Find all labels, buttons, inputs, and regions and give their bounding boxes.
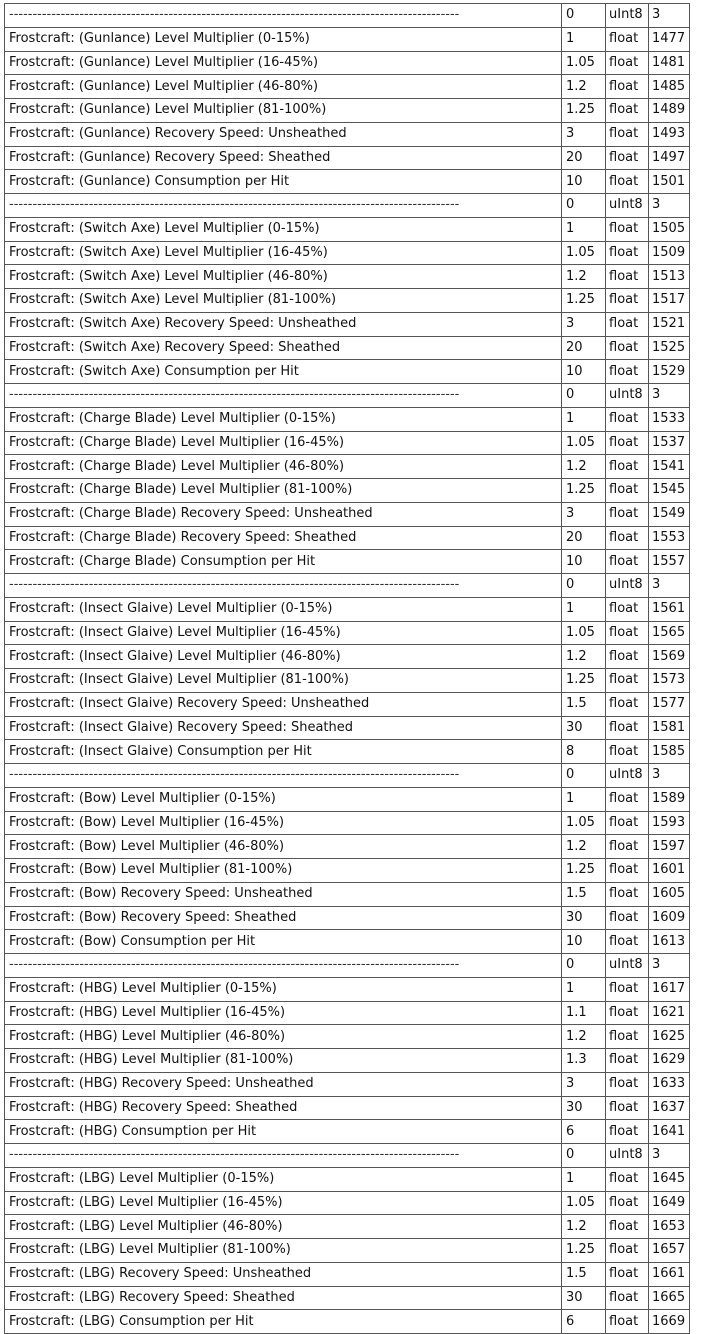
cell-address[interactable]: 1633 bbox=[649, 1072, 690, 1096]
cell-address[interactable]: 1637 bbox=[649, 1096, 690, 1120]
table-row[interactable] bbox=[5, 1120, 690, 1144]
cell-type[interactable]: float bbox=[606, 146, 649, 170]
cell-description[interactable]: Frostcraft: (Switch Axe) Recovery Speed: Unsheathed bbox=[5, 312, 562, 336]
cell-address[interactable]: 3 bbox=[649, 384, 690, 408]
cell-description[interactable]: Frostcraft: (LBG) Consumption per Hit bbox=[5, 1310, 562, 1334]
cell-description[interactable]: Frostcraft: (Charge Blade) Level Multiplier (16-45%) bbox=[5, 431, 562, 455]
cell-type[interactable]: float bbox=[606, 170, 649, 194]
table-row[interactable] bbox=[5, 27, 690, 51]
cell-type[interactable]: float bbox=[606, 597, 649, 621]
cell-address[interactable]: 3 bbox=[649, 954, 690, 978]
cell-description[interactable]: Frostcraft: (Bow) Recovery Speed: Unsheathed bbox=[5, 882, 562, 906]
cell-address[interactable]: 1605 bbox=[649, 882, 690, 906]
cell-type[interactable]: uInt8 bbox=[606, 194, 649, 218]
table-row[interactable] bbox=[5, 4, 690, 28]
table-row[interactable] bbox=[5, 906, 690, 930]
table-body bbox=[5, 4, 690, 1334]
cell-address[interactable]: 3 bbox=[649, 764, 690, 788]
table-row[interactable] bbox=[5, 740, 690, 764]
cell-value[interactable]: 1.05 bbox=[562, 621, 606, 645]
cell-value[interactable]: 0 bbox=[562, 1144, 606, 1168]
cell-description[interactable]: Frostcraft: (Insect Glaive) Level Multiplier (16-45%) bbox=[5, 621, 562, 645]
cell-description[interactable]: Frostcraft: (Insect Glaive) Level Multiplier (46-80%) bbox=[5, 645, 562, 669]
cell-type[interactable]: float bbox=[606, 930, 649, 954]
cell-address[interactable]: 1569 bbox=[649, 645, 690, 669]
table-row[interactable] bbox=[5, 122, 690, 146]
cell-type[interactable]: float bbox=[606, 787, 649, 811]
cell-description[interactable]: Frostcraft: (HBG) Level Multiplier (0-15%) bbox=[5, 977, 562, 1001]
cell-description[interactable]: Frostcraft: (Gunlance) Level Multiplier (16-45%) bbox=[5, 51, 562, 75]
table-row[interactable] bbox=[5, 51, 690, 75]
cell-description[interactable]: Frostcraft: (Insect Glaive) Level Multiplier (0-15%) bbox=[5, 597, 562, 621]
cell-value[interactable]: 1.2 bbox=[562, 75, 606, 99]
table-row[interactable] bbox=[5, 716, 690, 740]
cell-address[interactable]: 1593 bbox=[649, 811, 690, 835]
cell-type[interactable]: float bbox=[606, 455, 649, 479]
cell-address[interactable]: 1505 bbox=[649, 217, 690, 241]
table-row[interactable] bbox=[5, 621, 690, 645]
cell-type[interactable]: float bbox=[606, 336, 649, 360]
table-row[interactable] bbox=[5, 1215, 690, 1239]
cell-address[interactable]: 1581 bbox=[649, 716, 690, 740]
table-row[interactable] bbox=[5, 859, 690, 883]
cell-address[interactable]: 1529 bbox=[649, 360, 690, 384]
cell-description[interactable]: Frostcraft: (Gunlance) Recovery Speed: Sheathed bbox=[5, 146, 562, 170]
cell-address[interactable]: 1597 bbox=[649, 835, 690, 859]
cell-description[interactable]: Frostcraft: (Bow) Level Multiplier (0-15%) bbox=[5, 787, 562, 811]
cell-value[interactable]: 30 bbox=[562, 1286, 606, 1310]
cell-description[interactable]: Frostcraft: (Switch Axe) Level Multiplier (81-100%) bbox=[5, 289, 562, 313]
cell-type[interactable]: float bbox=[606, 1191, 649, 1215]
cell-description[interactable]: Frostcraft: (HBG) Consumption per Hit bbox=[5, 1120, 562, 1144]
cell-type[interactable]: float bbox=[606, 1025, 649, 1049]
cell-type[interactable]: float bbox=[606, 217, 649, 241]
cell-type[interactable]: float bbox=[606, 1310, 649, 1334]
cell-address[interactable]: 1521 bbox=[649, 312, 690, 336]
table-row[interactable] bbox=[5, 479, 690, 503]
cell-description[interactable]: Frostcraft: (Switch Axe) Level Multiplier (46-80%) bbox=[5, 265, 562, 289]
cell-value[interactable]: 1 bbox=[562, 1167, 606, 1191]
cell-address[interactable]: 1645 bbox=[649, 1167, 690, 1191]
cell-description[interactable]: Frostcraft: (Gunlance) Consumption per Hit bbox=[5, 170, 562, 194]
table-row[interactable] bbox=[5, 1025, 690, 1049]
cell-description[interactable]: Frostcraft: (Bow) Level Multiplier (16-45%) bbox=[5, 811, 562, 835]
cell-address[interactable]: 1501 bbox=[649, 170, 690, 194]
cell-description[interactable]: ------------------------------------------------------------------------------------------------ bbox=[5, 954, 562, 978]
cell-address[interactable]: 1657 bbox=[649, 1239, 690, 1263]
cell-description[interactable]: ------------------------------------------------------------------------------------------------ bbox=[5, 4, 562, 28]
cell-address[interactable]: 1565 bbox=[649, 621, 690, 645]
table-row[interactable] bbox=[5, 1144, 690, 1168]
cell-address[interactable]: 3 bbox=[649, 194, 690, 218]
cell-value[interactable]: 1 bbox=[562, 977, 606, 1001]
cell-type[interactable]: uInt8 bbox=[606, 384, 649, 408]
cell-description[interactable]: ------------------------------------------------------------------------------------------------ bbox=[5, 574, 562, 598]
cell-type[interactable]: float bbox=[606, 1001, 649, 1025]
cell-type[interactable]: float bbox=[606, 716, 649, 740]
cell-value[interactable]: 30 bbox=[562, 716, 606, 740]
cell-type[interactable]: float bbox=[606, 906, 649, 930]
cell-description[interactable]: Frostcraft: (Charge Blade) Consumption per Hit bbox=[5, 550, 562, 574]
table-row[interactable] bbox=[5, 1096, 690, 1120]
cell-description[interactable]: Frostcraft: (Bow) Level Multiplier (46-80%) bbox=[5, 835, 562, 859]
cell-value[interactable]: 1.2 bbox=[562, 835, 606, 859]
cell-type[interactable]: float bbox=[606, 431, 649, 455]
cell-type[interactable]: float bbox=[606, 1049, 649, 1073]
cell-value[interactable]: 1.1 bbox=[562, 1001, 606, 1025]
cell-description[interactable]: Frostcraft: (HBG) Recovery Speed: Sheathed bbox=[5, 1096, 562, 1120]
cell-description[interactable]: ------------------------------------------------------------------------------------------------ bbox=[5, 194, 562, 218]
cell-address[interactable]: 1665 bbox=[649, 1286, 690, 1310]
table-row[interactable] bbox=[5, 1191, 690, 1215]
cell-value[interactable]: 0 bbox=[562, 954, 606, 978]
cell-type[interactable]: uInt8 bbox=[606, 1144, 649, 1168]
table-row[interactable] bbox=[5, 194, 690, 218]
cell-description[interactable]: Frostcraft: (HBG) Recovery Speed: Unsheathed bbox=[5, 1072, 562, 1096]
cell-value[interactable]: 30 bbox=[562, 1096, 606, 1120]
cell-address[interactable]: 1561 bbox=[649, 597, 690, 621]
cell-description[interactable]: Frostcraft: (Charge Blade) Recovery Speed: Unsheathed bbox=[5, 502, 562, 526]
cell-value[interactable]: 1.25 bbox=[562, 859, 606, 883]
cell-type[interactable]: float bbox=[606, 1286, 649, 1310]
table-row[interactable] bbox=[5, 787, 690, 811]
table-row[interactable] bbox=[5, 1239, 690, 1263]
table-row[interactable] bbox=[5, 954, 690, 978]
cell-description[interactable]: Frostcraft: (Gunlance) Level Multiplier (0-15%) bbox=[5, 27, 562, 51]
cell-description[interactable]: Frostcraft: (Switch Axe) Level Multiplier (0-15%) bbox=[5, 217, 562, 241]
cell-type[interactable]: float bbox=[606, 289, 649, 313]
cell-type[interactable]: float bbox=[606, 51, 649, 75]
cell-address[interactable]: 1585 bbox=[649, 740, 690, 764]
cell-value[interactable]: 3 bbox=[562, 502, 606, 526]
cell-address[interactable]: 3 bbox=[649, 1144, 690, 1168]
cell-type[interactable]: float bbox=[606, 740, 649, 764]
cell-value[interactable]: 1.2 bbox=[562, 1215, 606, 1239]
cell-description[interactable]: Frostcraft: (LBG) Level Multiplier (46-80%) bbox=[5, 1215, 562, 1239]
table-row[interactable] bbox=[5, 882, 690, 906]
cell-description[interactable]: Frostcraft: (Switch Axe) Level Multiplier (16-45%) bbox=[5, 241, 562, 265]
cell-value[interactable]: 10 bbox=[562, 550, 606, 574]
cell-description[interactable]: Frostcraft: (Charge Blade) Level Multiplier (0-15%) bbox=[5, 407, 562, 431]
table-row[interactable] bbox=[5, 835, 690, 859]
table-row[interactable] bbox=[5, 764, 690, 788]
cell-description[interactable]: Frostcraft: (Insect Glaive) Consumption per Hit bbox=[5, 740, 562, 764]
cell-type[interactable]: float bbox=[606, 811, 649, 835]
cell-description[interactable]: Frostcraft: (LBG) Level Multiplier (0-15%) bbox=[5, 1167, 562, 1191]
cell-value[interactable]: 1.25 bbox=[562, 99, 606, 123]
cell-description[interactable]: Frostcraft: (HBG) Level Multiplier (81-100%) bbox=[5, 1049, 562, 1073]
table-row[interactable] bbox=[5, 217, 690, 241]
table-row[interactable] bbox=[5, 241, 690, 265]
cell-value[interactable]: 3 bbox=[562, 122, 606, 146]
cell-type[interactable]: float bbox=[606, 692, 649, 716]
cell-value[interactable]: 3 bbox=[562, 312, 606, 336]
cell-type[interactable]: float bbox=[606, 75, 649, 99]
cell-value[interactable]: 8 bbox=[562, 740, 606, 764]
cell-description[interactable]: Frostcraft: (LBG) Level Multiplier (81-100%) bbox=[5, 1239, 562, 1263]
cell-value[interactable]: 1.05 bbox=[562, 51, 606, 75]
cell-description[interactable]: ------------------------------------------------------------------------------------------------ bbox=[5, 384, 562, 408]
table-row[interactable] bbox=[5, 977, 690, 1001]
table-row[interactable] bbox=[5, 75, 690, 99]
cell-value[interactable]: 10 bbox=[562, 930, 606, 954]
cell-type[interactable]: float bbox=[606, 312, 649, 336]
cell-value[interactable]: 1.25 bbox=[562, 289, 606, 313]
cell-value[interactable]: 1.05 bbox=[562, 811, 606, 835]
cell-type[interactable]: uInt8 bbox=[606, 574, 649, 598]
table-row[interactable] bbox=[5, 384, 690, 408]
table-row[interactable] bbox=[5, 170, 690, 194]
table-row[interactable] bbox=[5, 574, 690, 598]
cell-type[interactable]: float bbox=[606, 99, 649, 123]
cell-type[interactable]: uInt8 bbox=[606, 4, 649, 28]
table-row[interactable] bbox=[5, 550, 690, 574]
cell-value[interactable]: 6 bbox=[562, 1120, 606, 1144]
cell-address[interactable]: 1525 bbox=[649, 336, 690, 360]
table-row[interactable] bbox=[5, 526, 690, 550]
cell-type[interactable]: float bbox=[606, 526, 649, 550]
cell-value[interactable]: 1.25 bbox=[562, 1239, 606, 1263]
cell-type[interactable]: float bbox=[606, 1262, 649, 1286]
cell-value[interactable]: 10 bbox=[562, 360, 606, 384]
table-row[interactable] bbox=[5, 407, 690, 431]
cell-address[interactable]: 1669 bbox=[649, 1310, 690, 1334]
cell-value[interactable]: 1.05 bbox=[562, 431, 606, 455]
table-row[interactable] bbox=[5, 360, 690, 384]
cell-value[interactable]: 20 bbox=[562, 146, 606, 170]
cell-description[interactable]: Frostcraft: (Insect Glaive) Level Multiplier (81-100%) bbox=[5, 669, 562, 693]
cell-address[interactable]: 3 bbox=[649, 4, 690, 28]
cell-address[interactable]: 1609 bbox=[649, 906, 690, 930]
cell-type[interactable]: float bbox=[606, 1167, 649, 1191]
cell-type[interactable]: float bbox=[606, 265, 649, 289]
cell-address[interactable]: 1577 bbox=[649, 692, 690, 716]
cell-value[interactable]: 1 bbox=[562, 787, 606, 811]
cell-address[interactable]: 1485 bbox=[649, 75, 690, 99]
cell-value[interactable]: 6 bbox=[562, 1310, 606, 1334]
cell-description[interactable]: Frostcraft: (Bow) Consumption per Hit bbox=[5, 930, 562, 954]
cell-type[interactable]: float bbox=[606, 859, 649, 883]
table-row[interactable] bbox=[5, 1310, 690, 1334]
cell-value[interactable]: 1.3 bbox=[562, 1049, 606, 1073]
cell-value[interactable]: 1.05 bbox=[562, 1191, 606, 1215]
cell-type[interactable]: float bbox=[606, 621, 649, 645]
table-row[interactable] bbox=[5, 289, 690, 313]
cell-value[interactable]: 0 bbox=[562, 764, 606, 788]
table-row[interactable] bbox=[5, 1286, 690, 1310]
table-row[interactable] bbox=[5, 99, 690, 123]
cell-description[interactable]: Frostcraft: (LBG) Recovery Speed: Unsheathed bbox=[5, 1262, 562, 1286]
table-row[interactable] bbox=[5, 669, 690, 693]
cell-type[interactable]: float bbox=[606, 122, 649, 146]
cell-type[interactable]: float bbox=[606, 27, 649, 51]
cell-type[interactable]: uInt8 bbox=[606, 954, 649, 978]
cell-address[interactable]: 1553 bbox=[649, 526, 690, 550]
cell-address[interactable]: 1537 bbox=[649, 431, 690, 455]
cell-address[interactable]: 1613 bbox=[649, 930, 690, 954]
cell-description[interactable]: Frostcraft: (Insect Glaive) Recovery Speed: Unsheathed bbox=[5, 692, 562, 716]
table-row[interactable] bbox=[5, 645, 690, 669]
cell-address[interactable]: 1549 bbox=[649, 502, 690, 526]
cell-description[interactable]: Frostcraft: (LBG) Recovery Speed: Sheathed bbox=[5, 1286, 562, 1310]
cell-address[interactable]: 1589 bbox=[649, 787, 690, 811]
table-row[interactable] bbox=[5, 312, 690, 336]
table-row[interactable] bbox=[5, 1001, 690, 1025]
cell-type[interactable]: float bbox=[606, 835, 649, 859]
cell-description[interactable]: Frostcraft: (Switch Axe) Consumption per Hit bbox=[5, 360, 562, 384]
cell-address[interactable]: 1493 bbox=[649, 122, 690, 146]
table-row[interactable] bbox=[5, 930, 690, 954]
cell-value[interactable]: 1.05 bbox=[562, 241, 606, 265]
cell-description[interactable]: Frostcraft: (Gunlance) Recovery Speed: Unsheathed bbox=[5, 122, 562, 146]
cell-address[interactable]: 1649 bbox=[649, 1191, 690, 1215]
cell-type[interactable]: float bbox=[606, 882, 649, 906]
cell-address[interactable]: 1617 bbox=[649, 977, 690, 1001]
cell-value[interactable]: 0 bbox=[562, 4, 606, 28]
cell-address[interactable]: 1517 bbox=[649, 289, 690, 313]
cell-description[interactable]: Frostcraft: (HBG) Level Multiplier (46-80%) bbox=[5, 1025, 562, 1049]
cell-address[interactable]: 1481 bbox=[649, 51, 690, 75]
cell-description[interactable]: Frostcraft: (Bow) Recovery Speed: Sheathed bbox=[5, 906, 562, 930]
cell-value[interactable]: 1.2 bbox=[562, 645, 606, 669]
table-row[interactable] bbox=[5, 1072, 690, 1096]
cell-address[interactable]: 1541 bbox=[649, 455, 690, 479]
cell-address[interactable]: 1641 bbox=[649, 1120, 690, 1144]
cell-value[interactable]: 1.5 bbox=[562, 692, 606, 716]
cell-address[interactable]: 3 bbox=[649, 574, 690, 598]
cell-value[interactable]: 20 bbox=[562, 526, 606, 550]
table-row[interactable] bbox=[5, 265, 690, 289]
table-row[interactable] bbox=[5, 692, 690, 716]
table-row[interactable] bbox=[5, 455, 690, 479]
cell-description[interactable]: Frostcraft: (Gunlance) Level Multiplier (46-80%) bbox=[5, 75, 562, 99]
cell-value[interactable]: 1.25 bbox=[562, 479, 606, 503]
cell-address[interactable]: 1621 bbox=[649, 1001, 690, 1025]
cell-value[interactable]: 1 bbox=[562, 27, 606, 51]
cell-value[interactable]: 1.25 bbox=[562, 669, 606, 693]
cell-address[interactable]: 1513 bbox=[649, 265, 690, 289]
table-row[interactable] bbox=[5, 1049, 690, 1073]
table-row[interactable] bbox=[5, 146, 690, 170]
cell-address[interactable]: 1661 bbox=[649, 1262, 690, 1286]
cell-value[interactable]: 30 bbox=[562, 906, 606, 930]
cell-description[interactable]: Frostcraft: (Charge Blade) Recovery Speed: Sheathed bbox=[5, 526, 562, 550]
cell-description[interactable]: Frostcraft: (Insect Glaive) Recovery Speed: Sheathed bbox=[5, 716, 562, 740]
cell-description[interactable]: Frostcraft: (Switch Axe) Recovery Speed: Sheathed bbox=[5, 336, 562, 360]
cell-type[interactable]: float bbox=[606, 502, 649, 526]
cell-address[interactable]: 1625 bbox=[649, 1025, 690, 1049]
cell-type[interactable]: float bbox=[606, 645, 649, 669]
cell-address[interactable]: 1509 bbox=[649, 241, 690, 265]
cell-value[interactable]: 0 bbox=[562, 384, 606, 408]
cell-value[interactable]: 1.2 bbox=[562, 1025, 606, 1049]
cell-value[interactable]: 1 bbox=[562, 407, 606, 431]
cell-address[interactable]: 1573 bbox=[649, 669, 690, 693]
cell-type[interactable]: float bbox=[606, 1239, 649, 1263]
cell-description[interactable]: Frostcraft: (Gunlance) Level Multiplier (81-100%) bbox=[5, 99, 562, 123]
cell-type[interactable]: float bbox=[606, 669, 649, 693]
cell-address[interactable]: 1629 bbox=[649, 1049, 690, 1073]
cell-address[interactable]: 1601 bbox=[649, 859, 690, 883]
table-row[interactable] bbox=[5, 597, 690, 621]
cell-address[interactable]: 1489 bbox=[649, 99, 690, 123]
cell-address[interactable]: 1477 bbox=[649, 27, 690, 51]
cell-value[interactable]: 1 bbox=[562, 217, 606, 241]
cell-type[interactable]: float bbox=[606, 1215, 649, 1239]
table-row[interactable] bbox=[5, 502, 690, 526]
cell-type[interactable]: float bbox=[606, 550, 649, 574]
cell-description[interactable]: Frostcraft: (Bow) Level Multiplier (81-100%) bbox=[5, 859, 562, 883]
table-row[interactable] bbox=[5, 811, 690, 835]
cell-description[interactable]: ------------------------------------------------------------------------------------------------ bbox=[5, 764, 562, 788]
cell-value[interactable]: 1 bbox=[562, 597, 606, 621]
table-row[interactable] bbox=[5, 1262, 690, 1286]
cell-description[interactable]: Frostcraft: (Charge Blade) Level Multiplier (46-80%) bbox=[5, 455, 562, 479]
cell-address[interactable]: 1545 bbox=[649, 479, 690, 503]
table-row[interactable] bbox=[5, 336, 690, 360]
cell-value[interactable]: 3 bbox=[562, 1072, 606, 1096]
cell-value[interactable]: 0 bbox=[562, 194, 606, 218]
cell-value[interactable]: 10 bbox=[562, 170, 606, 194]
cell-type[interactable]: float bbox=[606, 407, 649, 431]
cell-description[interactable]: ------------------------------------------------------------------------------------------------ bbox=[5, 1144, 562, 1168]
cell-address[interactable]: 1557 bbox=[649, 550, 690, 574]
cell-type[interactable]: float bbox=[606, 977, 649, 1001]
cell-type[interactable]: float bbox=[606, 360, 649, 384]
cell-type[interactable]: uInt8 bbox=[606, 764, 649, 788]
cell-address[interactable]: 1497 bbox=[649, 146, 690, 170]
cell-type[interactable]: float bbox=[606, 241, 649, 265]
cell-value[interactable]: 0 bbox=[562, 574, 606, 598]
table-row[interactable] bbox=[5, 1167, 690, 1191]
cell-value[interactable]: 1.5 bbox=[562, 1262, 606, 1286]
cell-description[interactable]: Frostcraft: (HBG) Level Multiplier (16-45%) bbox=[5, 1001, 562, 1025]
cell-address[interactable]: 1653 bbox=[649, 1215, 690, 1239]
cell-description[interactable]: Frostcraft: (LBG) Level Multiplier (16-45%) bbox=[5, 1191, 562, 1215]
cell-description[interactable]: Frostcraft: (Charge Blade) Level Multiplier (81-100%) bbox=[5, 479, 562, 503]
cell-type[interactable]: float bbox=[606, 1072, 649, 1096]
cell-value[interactable]: 20 bbox=[562, 336, 606, 360]
cell-type[interactable]: float bbox=[606, 1120, 649, 1144]
cell-type[interactable]: float bbox=[606, 1096, 649, 1120]
cell-address[interactable]: 1533 bbox=[649, 407, 690, 431]
cell-value[interactable]: 1.5 bbox=[562, 882, 606, 906]
cell-type[interactable]: float bbox=[606, 479, 649, 503]
data-table bbox=[4, 3, 690, 1334]
cell-value[interactable]: 1.2 bbox=[562, 265, 606, 289]
table-row[interactable] bbox=[5, 431, 690, 455]
cell-value[interactable]: 1.2 bbox=[562, 455, 606, 479]
